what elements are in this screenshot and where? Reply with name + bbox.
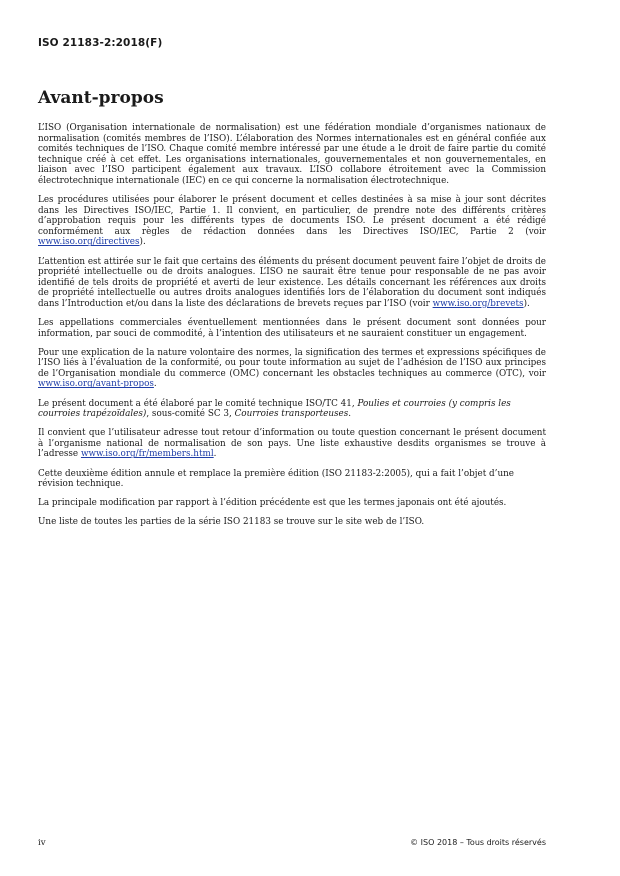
paragraph-feedback — [38, 428, 546, 460]
link-brevets[interactable]: www.iso.org/brevets — [432, 298, 524, 309]
paragraph-trade-names: Les appellations commerciales éventuellement mentionnées dans le présent document sont données pour information, par souci de commodité, à l’intention des utilisateurs et ne sauraient constituer un engagement. — [38, 318, 546, 339]
paragraph-edition: Cette deuxième édition annule et remplace la première édition (ISO 21183-2:2005), qui a fait l’objet d’une révision technique. — [38, 468, 515, 490]
paragraph-voluntary-nature-text: Pour une explication de la nature volontaire des normes, la signification des termes et expressions spécifiques de l’ISO liés à l’évaluation de la conformité, ou pour toute information au sujet de l’adhésion de l’ISO aux principes de l’Organisation mondiale du commerce (OMC) concernant les obstacles techniques au commerce (OTC), voir — [38, 347, 546, 379]
link-directives[interactable]: www.iso.org/directives — [38, 237, 140, 248]
committee-title: Poulies et courroies (y compris les courroies trapézoïdales) — [38, 398, 511, 420]
link-avant-propos[interactable]: www.iso.org/avant-propos — [38, 379, 154, 390]
page-title: Avant-propos — [38, 88, 164, 108]
paragraph-feedback-text: Il convient que l’utilisateur adresse tout retour d’information ou toute question concernant le présent document à l’organisme national de normalisation de son pays. Une liste exhaustive desdits organismes se trouve à l’adresse — [38, 428, 546, 460]
paragraph-procedures-text: Les procédures utilisées pour élaborer le présent document et celles destinées à sa mise à jour sont décrites dans les Directives ISO/IEC, Partie 1. Il convient, en particulier, de prendre note des différents critères d’approbation requis pour les différents types de documents ISO. Le présent document a été rédigé conformément aux règles de rédaction données dans les Directives ISO/IEC, Partie 2 (voir — [38, 195, 546, 237]
copyright-notice: © ISO 2018 – Tous droits réservés — [410, 838, 546, 847]
paragraph-patent-rights-text: L’attention est attirée sur le fait que certains des éléments du présent document peuvent faire l’objet de droits de propriété intellectuelle ou de droits analogues. L’ISO ne saurait être tenue pour responsable de ne pas avoir identifié de tels droits de propriété et averti de leur existence. Les détails concernant les références aux droits de propriété intellectuelle ou autres droits analogues identifiés lors de l’élaboration du document sont indiqués dans l’Introduction et/ou dans la liste des déclarations de brevets reçues par l’ISO (voir — [38, 256, 546, 309]
paragraph-voluntary-nature-end: . — [153, 379, 157, 390]
paragraph-main-change: La principale modification par rapport à l’édition précédente est que les termes japonais ont été ajoutés. — [38, 498, 507, 509]
paragraph-voluntary-nature — [38, 348, 546, 390]
page-number: iv — [38, 838, 46, 848]
paragraph-committee-mid: , sous-comité SC 3, — [146, 409, 235, 420]
paragraph-patent-rights-end: ). — [523, 298, 530, 309]
paragraph-committee-text: Le présent document a été élaboré par le comité technique ISO/TC 41, — [38, 398, 358, 409]
paragraph-patent-rights — [38, 257, 546, 310]
paragraph-procedures-end: ). — [139, 237, 146, 248]
paragraph-committee-end: . — [348, 409, 352, 420]
paragraph-procedures — [38, 195, 546, 248]
subcommittee-title: Courroies transporteuses — [234, 409, 349, 420]
paragraph-feedback-end: . — [213, 449, 217, 460]
link-members[interactable]: www.iso.org/fr/members.html — [80, 449, 214, 460]
paragraph-committee — [38, 399, 546, 420]
paragraph-iso-organisation: L’ISO (Organisation internationale de normalisation) est une fédération mondiale d’organismes nationaux de normalisation (comités membres de l’ISO). L’élaboration des Normes internationales est en général confiée aux comités techniques de l’ISO. Chaque comité membre intéressé par une étude a le droit de faire partie du comité technique créé à cet effet. Les organisations internationales, gouvernementales et non gouvernementales, en liaison avec l’ISO participent également aux travaux. L’ISO collabore étroitement avec la Commission électrotechnique internationale (IEC) en ce qui concerne la normalisation électrotechnique. — [38, 123, 546, 186]
paragraph-series-list: Une liste de toutes les parties de la série ISO 21183 se trouve sur le site web de l’ISO. — [38, 517, 425, 528]
document-id-header: ISO 21183-2:2018(F) — [38, 37, 163, 49]
foreword-body — [38, 123, 546, 536]
